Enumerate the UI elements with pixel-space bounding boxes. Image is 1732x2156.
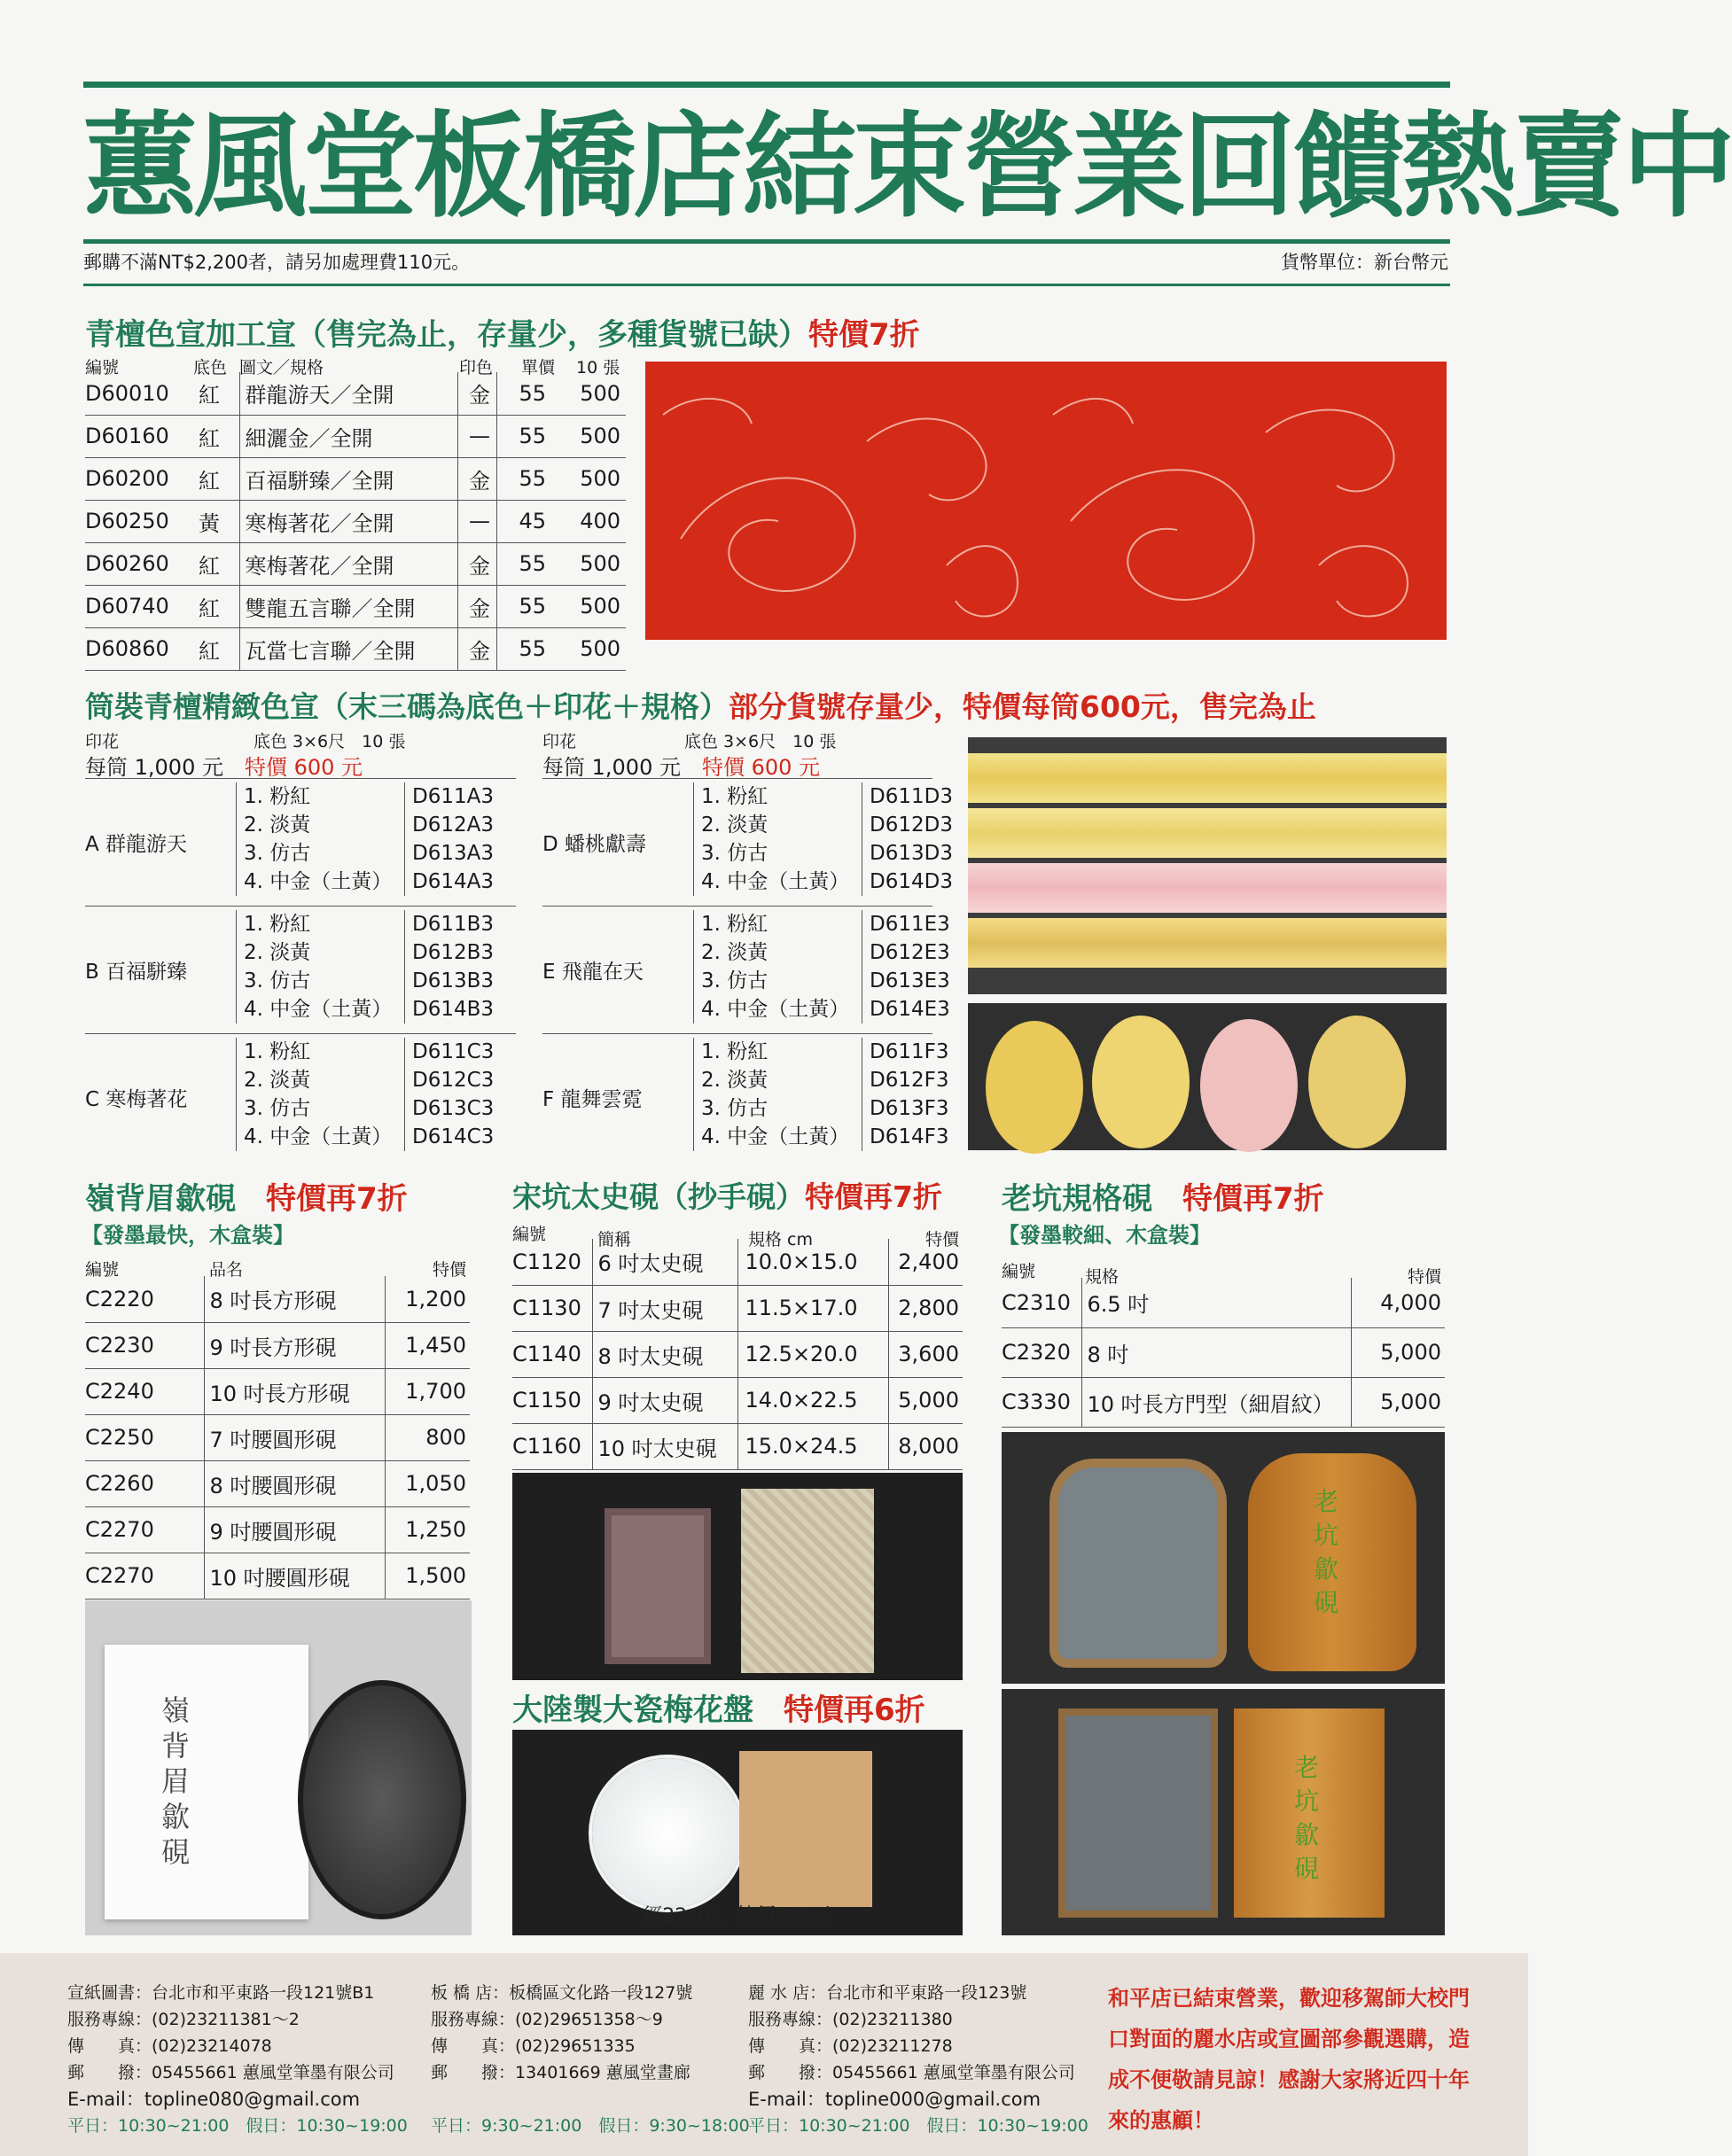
product-code: D614C3 bbox=[412, 1125, 495, 1148]
table-cell: C2230 bbox=[85, 1322, 204, 1368]
s2-left-hdr-spec: 底色 3×6尺 10 張 bbox=[254, 732, 406, 751]
table-cell: 55 bbox=[496, 585, 551, 627]
top-rule bbox=[83, 82, 1450, 88]
table-cell: 15.0×24.5 bbox=[737, 1423, 888, 1469]
s2-left-header bbox=[85, 728, 528, 751]
s4-col-spec: 規格 cm bbox=[748, 1230, 813, 1249]
table-cell: — bbox=[457, 415, 496, 457]
table-cell: 55 bbox=[496, 457, 551, 500]
table-cell: 1,200 bbox=[385, 1276, 470, 1322]
table-cell: C1130 bbox=[512, 1285, 592, 1331]
footer-col-lishui bbox=[748, 1980, 1088, 2139]
title-underline bbox=[83, 239, 1450, 244]
table-cell: D60260 bbox=[85, 542, 193, 585]
footer-email[interactable]: E-mail：topline080@gmail.com bbox=[67, 2089, 361, 2110]
product-code: D612A3 bbox=[412, 813, 494, 837]
print-group bbox=[85, 1033, 516, 1161]
table-cell: 9 吋太史硯 bbox=[592, 1377, 737, 1423]
product-code: D611A3 bbox=[412, 785, 494, 808]
table-cell: D60740 bbox=[85, 585, 193, 627]
porcelain-plate-photo bbox=[512, 1730, 963, 1935]
page-title: 蕙風堂板橋店結束營業回饋熱賣中 bbox=[83, 100, 1732, 233]
laokeng-inkstone-photo-1 bbox=[1002, 1432, 1445, 1684]
table-cell: C2310 bbox=[1002, 1278, 1081, 1327]
paper-roll-ends-photo bbox=[968, 1003, 1447, 1150]
table-cell: 金 bbox=[457, 372, 496, 415]
table-cell: 1,700 bbox=[385, 1368, 470, 1414]
table-cell: C1120 bbox=[512, 1239, 592, 1285]
inkstone-box bbox=[105, 1645, 308, 1919]
table-cell: 7 吋腰圓形硯 bbox=[204, 1414, 385, 1460]
table-cell: 400 bbox=[551, 500, 626, 542]
s4-col-price: 特價 bbox=[925, 1230, 959, 1249]
base-color-list bbox=[236, 910, 404, 1024]
footer-line: 傳 真：(02)23211278 bbox=[748, 2036, 953, 2056]
table-cell: 55 bbox=[496, 542, 551, 585]
table-cell: 5,000 bbox=[1351, 1327, 1445, 1377]
table-cell: C3330 bbox=[1002, 1377, 1081, 1427]
footer-hours: 平日：10:30~21:00 假日：10:30~19:00 bbox=[748, 2116, 1088, 2136]
footer-line: 宣紙圖書：台北市和平東路一段121號B1 bbox=[67, 1983, 375, 2003]
base-color-item: 1. 粉紅 bbox=[244, 1040, 311, 1063]
table-row bbox=[85, 542, 626, 585]
table-cell: 500 bbox=[551, 627, 626, 670]
base-color-item: 1. 粉紅 bbox=[701, 785, 768, 808]
base-color-item: 2. 淡黃 bbox=[244, 941, 311, 964]
s4-header-row bbox=[512, 1221, 963, 1249]
base-color-item: 4. 中金（土黃） bbox=[244, 870, 393, 893]
section3-heading: 嶺背眉歙硯 bbox=[85, 1181, 236, 1217]
table-row bbox=[85, 1322, 470, 1368]
table-cell: 金 bbox=[457, 585, 496, 627]
base-color-item: 3. 仿古 bbox=[244, 1097, 311, 1120]
paper-rolls-photo bbox=[968, 737, 1447, 994]
table-cell: 6 吋太史硯 bbox=[592, 1239, 737, 1285]
footer-line: 麗 水 店：台北市和平東路一段123號 bbox=[748, 1983, 1027, 2003]
section4-special: 特價再7折 bbox=[805, 1179, 942, 1214]
base-color-item: 4. 中金（土黃） bbox=[701, 998, 850, 1021]
table-cell: 瓦當七言聯／全開 bbox=[239, 627, 457, 670]
table-cell: D60860 bbox=[85, 627, 193, 670]
laokeng-inkstone-photo-2 bbox=[1002, 1689, 1445, 1935]
s3-col-price: 特價 bbox=[432, 1260, 466, 1280]
s3-col-name: 品名 bbox=[209, 1260, 244, 1280]
table-cell: 1,450 bbox=[385, 1322, 470, 1368]
table-row bbox=[85, 372, 626, 415]
currency-note: 貨幣單位：新台幣元 bbox=[1281, 252, 1448, 273]
table-cell: 寒梅著花／全開 bbox=[239, 500, 457, 542]
footer-line: 服務專線：(02)23211380 bbox=[748, 2010, 953, 2029]
product-code: D613D3 bbox=[870, 842, 953, 865]
table-cell: 2,400 bbox=[888, 1239, 963, 1285]
s1-col-ink: 印色 bbox=[459, 358, 494, 377]
s3-col-code: 編號 bbox=[85, 1260, 120, 1280]
product-code: D612C3 bbox=[412, 1069, 495, 1092]
base-color-item: 3. 仿古 bbox=[701, 1097, 768, 1120]
print-group bbox=[85, 778, 516, 906]
s1-col-spec: 圖文／規格 bbox=[239, 358, 324, 377]
section5-title bbox=[512, 1685, 925, 1729]
s2-left-price bbox=[85, 750, 363, 781]
s4-col-short: 簡稱 bbox=[597, 1230, 632, 1249]
s6-col-price: 特價 bbox=[1407, 1267, 1441, 1287]
code-list bbox=[404, 782, 494, 896]
table-cell: 1,050 bbox=[385, 1460, 470, 1506]
print-group-name: C 寒梅著花 bbox=[85, 1088, 188, 1111]
table-cell: 1,250 bbox=[385, 1506, 470, 1553]
footer-hours: 平日：9:30~21:00 假日：9:30~18:00 bbox=[431, 2116, 750, 2136]
inkstone-box-label: 嶺背眉歙硯 bbox=[161, 1693, 191, 1869]
table-cell: 11.5×17.0 bbox=[737, 1285, 888, 1331]
table-cell: D60160 bbox=[85, 415, 193, 457]
base-color-item: 1. 粉紅 bbox=[701, 913, 768, 936]
table-cell: 2,800 bbox=[888, 1285, 963, 1331]
code-list bbox=[862, 1038, 948, 1151]
footer-line: 傳 真：(02)29651335 bbox=[431, 2036, 636, 2056]
table-row bbox=[512, 1331, 963, 1377]
table-cell: 紅 bbox=[193, 585, 239, 627]
table-cell: 7 吋太史硯 bbox=[592, 1285, 737, 1331]
section5-heading: 大陸製大瓷梅花盤 bbox=[512, 1693, 753, 1728]
s2-right-price-normal: 每筒 1,000 元 bbox=[542, 755, 681, 780]
footer-line: 板 橋 店：板橋區文化路一段127號 bbox=[431, 1983, 693, 2003]
product-code: D614B3 bbox=[412, 998, 495, 1021]
footer-col-banqiao bbox=[431, 1980, 750, 2139]
table-cell: 5,000 bbox=[888, 1377, 963, 1423]
table-cell: C2270 bbox=[85, 1506, 204, 1553]
s2-left-price-special: 特價 600 元 bbox=[244, 755, 363, 780]
base-color-list bbox=[236, 1038, 404, 1151]
table-cell: C2240 bbox=[85, 1368, 204, 1414]
section4-title bbox=[512, 1174, 942, 1216]
table-cell: 500 bbox=[551, 457, 626, 500]
s4-col-code: 編號 bbox=[512, 1225, 547, 1244]
section2-heading: 筒裝青檀精緻色宣（末三碼為底色＋印花＋規格） bbox=[85, 689, 729, 724]
table-cell: 8 吋太史硯 bbox=[592, 1331, 737, 1377]
table-cell: C1150 bbox=[512, 1377, 592, 1423]
table-cell: 黃 bbox=[193, 500, 239, 542]
s2-right-price bbox=[542, 750, 820, 781]
code-list bbox=[404, 910, 494, 1024]
table-cell: 500 bbox=[551, 372, 626, 415]
s2-left-hdr-print: 印花 bbox=[85, 732, 120, 751]
section1-heading: 青檀色宣加工宣（售完為止，存量少，多種貨號已缺） bbox=[85, 317, 808, 353]
product-code: D611E3 bbox=[870, 913, 950, 936]
laokeng-box-label-2: 老坑歙硯 bbox=[1294, 1753, 1320, 1883]
s6-col-spec: 規格 bbox=[1085, 1267, 1120, 1287]
header-bottom-rule bbox=[83, 284, 1450, 286]
print-group-name: B 百福駢臻 bbox=[85, 961, 188, 984]
base-color-item: 2. 淡黃 bbox=[701, 813, 768, 837]
print-group-name: F 龍舞雲霓 bbox=[542, 1088, 643, 1111]
table-row bbox=[85, 1368, 470, 1414]
table-row bbox=[85, 1460, 470, 1506]
s1-col-unit: 單價 bbox=[521, 358, 556, 377]
product-code: D614F3 bbox=[870, 1125, 949, 1148]
section1-title bbox=[85, 310, 920, 354]
product-code: D612D3 bbox=[870, 813, 953, 837]
s6-header-row bbox=[1002, 1258, 1445, 1287]
print-group bbox=[542, 778, 953, 906]
section3-special: 特價再7折 bbox=[266, 1181, 408, 1217]
table-cell: D60010 bbox=[85, 372, 193, 415]
table-cell: 45 bbox=[496, 500, 551, 542]
s2-right-hdr-spec: 底色 3×6尺 10 張 bbox=[684, 732, 837, 751]
table-cell: D60250 bbox=[85, 500, 193, 542]
base-color-item: 3. 仿古 bbox=[701, 969, 768, 992]
table-row bbox=[85, 1553, 470, 1599]
table-row bbox=[1002, 1377, 1445, 1427]
table-cell: 8,000 bbox=[888, 1423, 963, 1469]
print-group-name: D 蟠桃獻壽 bbox=[542, 833, 647, 856]
base-color-list bbox=[693, 910, 862, 1024]
dragon-pattern-icon bbox=[645, 362, 1447, 640]
base-color-item: 2. 淡黃 bbox=[701, 1069, 768, 1092]
table-cell: 6.5 吋 bbox=[1081, 1278, 1351, 1327]
base-color-item: 4. 中金（土黃） bbox=[244, 998, 393, 1021]
product-code: D613E3 bbox=[870, 969, 950, 992]
closing-notice: 和平店已結束營業，歡迎移駕師大校門口對面的麗水店或宣圖部參觀選購，造成不便敬請見諒！感謝大家將近四十年來的惠顧！ bbox=[1108, 1986, 1470, 2133]
table-row bbox=[1002, 1327, 1445, 1377]
print-group bbox=[542, 906, 950, 1033]
table-cell: 細灑金／全開 bbox=[239, 415, 457, 457]
footer-col-xuanzhi bbox=[67, 1980, 408, 2139]
table-cell: 10 吋長方形硯 bbox=[204, 1368, 385, 1414]
table-row bbox=[512, 1239, 963, 1285]
base-color-item: 2. 淡黃 bbox=[244, 813, 311, 837]
product-code: D611C3 bbox=[412, 1040, 495, 1063]
footer-line: 服務專線：(02)29651358～9 bbox=[431, 2010, 663, 2029]
section6-heading: 老坑規格硯 bbox=[1002, 1181, 1152, 1217]
table-cell: C1160 bbox=[512, 1423, 592, 1469]
table-cell: C1140 bbox=[512, 1331, 592, 1377]
plate-caption: 徑22cm，特價200元 bbox=[643, 1905, 832, 1927]
s2-right-header bbox=[542, 728, 986, 751]
base-color-item: 3. 仿古 bbox=[701, 842, 768, 865]
s2-left-price-normal: 每筒 1,000 元 bbox=[85, 755, 223, 780]
table-cell: 雙龍五言聯／全開 bbox=[239, 585, 457, 627]
print-group bbox=[85, 906, 516, 1033]
base-color-item: 3. 仿古 bbox=[244, 969, 311, 992]
table-row bbox=[85, 1276, 470, 1322]
print-group-name: A 群龍游天 bbox=[85, 833, 188, 856]
table-cell: 55 bbox=[496, 415, 551, 457]
section2-special: 部分貨號存量少，特價每筒600元，售完為止 bbox=[729, 689, 1316, 724]
base-color-item: 4. 中金（土黃） bbox=[701, 1125, 850, 1148]
product-code: D611B3 bbox=[412, 913, 495, 936]
section4-heading: 宋坑太史硯（抄手硯） bbox=[512, 1179, 805, 1214]
red-dragon-paper-photo bbox=[645, 362, 1447, 640]
print-group bbox=[542, 1033, 949, 1161]
product-code: D614E3 bbox=[870, 998, 950, 1021]
footer-hours: 平日：10:30~21:00 假日：10:30~19:00 bbox=[67, 2116, 408, 2136]
table-row bbox=[1002, 1278, 1445, 1327]
table-cell: 55 bbox=[496, 627, 551, 670]
table-row bbox=[512, 1377, 963, 1423]
table-cell: 55 bbox=[496, 372, 551, 415]
base-color-item: 3. 仿古 bbox=[244, 842, 311, 865]
s3-table bbox=[85, 1276, 470, 1599]
section3-title bbox=[85, 1174, 408, 1218]
table-cell: D60200 bbox=[85, 457, 193, 500]
table-row bbox=[512, 1285, 963, 1331]
table-cell: 9 吋長方形硯 bbox=[204, 1322, 385, 1368]
s4-table bbox=[512, 1239, 963, 1470]
table-row bbox=[512, 1423, 963, 1469]
table-cell: 500 bbox=[551, 415, 626, 457]
plate-box bbox=[739, 1751, 872, 1907]
table-cell: 百福駢臻／全開 bbox=[239, 457, 457, 500]
table-cell: 群龍游天／全開 bbox=[239, 372, 457, 415]
table-cell: 金 bbox=[457, 542, 496, 585]
base-color-list bbox=[693, 1038, 862, 1151]
print-group-name: E 飛龍在天 bbox=[542, 961, 644, 984]
table-cell: 5,000 bbox=[1351, 1377, 1445, 1427]
table-cell: 8 吋 bbox=[1081, 1327, 1351, 1377]
table-cell: 紅 bbox=[193, 457, 239, 500]
section5-special: 特價再6折 bbox=[784, 1693, 925, 1728]
code-list bbox=[404, 1038, 494, 1151]
product-code: D614A3 bbox=[412, 870, 494, 893]
table-cell: 8 吋腰圓形硯 bbox=[204, 1460, 385, 1506]
base-color-item: 4. 中金（土黃） bbox=[701, 870, 850, 893]
base-color-item: 1. 粉紅 bbox=[244, 785, 311, 808]
oval-inkstone bbox=[298, 1680, 466, 1919]
base-color-item: 4. 中金（土黃） bbox=[244, 1125, 393, 1148]
section3-subtitle: 【發墨最快，木盒裝】 bbox=[82, 1223, 294, 1248]
table-cell: 3,600 bbox=[888, 1331, 963, 1377]
base-color-list bbox=[693, 782, 862, 896]
table-cell: 10 吋腰圓形硯 bbox=[204, 1553, 385, 1599]
base-color-item: 2. 淡黃 bbox=[701, 941, 768, 964]
section6-special: 特價再7折 bbox=[1182, 1181, 1324, 1217]
product-code: D614D3 bbox=[870, 870, 953, 893]
base-color-item: 2. 淡黃 bbox=[244, 1069, 311, 1092]
table-cell: 金 bbox=[457, 457, 496, 500]
table-cell: 500 bbox=[551, 585, 626, 627]
product-code: D611F3 bbox=[870, 1040, 949, 1063]
table-cell: 紅 bbox=[193, 372, 239, 415]
songkeng-inkstone-photo bbox=[512, 1473, 963, 1680]
table-row bbox=[85, 1414, 470, 1460]
table-row bbox=[85, 457, 626, 500]
base-color-list bbox=[236, 782, 404, 896]
footer bbox=[0, 1953, 1528, 2156]
table-cell: 1,500 bbox=[385, 1553, 470, 1599]
table-cell: 紅 bbox=[193, 415, 239, 457]
s1-col-code: 編號 bbox=[85, 358, 120, 377]
table-row bbox=[85, 1506, 470, 1553]
table-row bbox=[85, 585, 626, 627]
footer-line: 郵 撥：05455661 蕙風堂筆墨有限公司 bbox=[67, 2063, 394, 2082]
lingbei-inkstone-photo bbox=[85, 1600, 472, 1935]
product-code: D613A3 bbox=[412, 842, 494, 865]
table-cell: 800 bbox=[385, 1414, 470, 1460]
table-cell: — bbox=[457, 500, 496, 542]
shipping-note: 郵購不滿NT$2,200者，請另加處理費110元。 bbox=[83, 252, 471, 273]
footer-line: 郵 撥：05455661 蕙風堂筆墨有限公司 bbox=[748, 2063, 1075, 2082]
table-cell: 4,000 bbox=[1351, 1278, 1445, 1327]
table-cell: 紅 bbox=[193, 627, 239, 670]
section2-title bbox=[85, 684, 1316, 726]
table-cell: 紅 bbox=[193, 542, 239, 585]
table-cell: C2260 bbox=[85, 1460, 204, 1506]
table-cell: 9 吋腰圓形硯 bbox=[204, 1506, 385, 1553]
s6-table bbox=[1002, 1278, 1445, 1428]
s3-header-row bbox=[85, 1257, 470, 1280]
table-cell: 10 吋太史硯 bbox=[592, 1423, 737, 1469]
table-cell: 8 吋長方形硯 bbox=[204, 1276, 385, 1322]
s2-right-price-special: 特價 600 元 bbox=[701, 755, 821, 780]
footer-email[interactable]: E-mail：topline000@gmail.com bbox=[748, 2089, 1042, 2110]
code-list bbox=[862, 910, 950, 1024]
table-cell: 寒梅著花／全開 bbox=[239, 542, 457, 585]
section6-subtitle: 【發墨較細、木盒裝】 bbox=[998, 1223, 1211, 1248]
product-code: D613C3 bbox=[412, 1097, 495, 1120]
base-color-item: 1. 粉紅 bbox=[244, 913, 311, 936]
table-row bbox=[85, 627, 626, 670]
s6-col-code: 編號 bbox=[1002, 1262, 1036, 1281]
product-code: D613F3 bbox=[870, 1097, 949, 1120]
table-row bbox=[85, 415, 626, 457]
section6-title bbox=[1002, 1174, 1324, 1218]
product-code: D611D3 bbox=[870, 785, 953, 808]
product-code: D612B3 bbox=[412, 941, 495, 964]
table-row bbox=[85, 500, 626, 542]
plum-plate bbox=[592, 1758, 743, 1909]
table-cell: C2220 bbox=[85, 1276, 204, 1322]
table-cell: 14.0×22.5 bbox=[737, 1377, 888, 1423]
s1-col-ten: 10 張 bbox=[576, 358, 620, 377]
table-cell: 12.5×20.0 bbox=[737, 1331, 888, 1377]
s1-table bbox=[85, 372, 626, 671]
table-cell: C2270 bbox=[85, 1553, 204, 1599]
table-cell: 金 bbox=[457, 627, 496, 670]
table-cell: 10.0×15.0 bbox=[737, 1239, 888, 1285]
table-cell: C2250 bbox=[85, 1414, 204, 1460]
section1-special: 特價7折 bbox=[808, 317, 920, 353]
footer-line: 傳 真：(02)23214078 bbox=[67, 2036, 272, 2056]
laokeng-box-label-1: 老坑歙硯 bbox=[1314, 1487, 1339, 1617]
table-cell: C2320 bbox=[1002, 1327, 1081, 1377]
product-code: D613B3 bbox=[412, 969, 495, 992]
footer-line: 服務專線：(02)23211381～2 bbox=[67, 2010, 300, 2029]
s2-right-hdr-print: 印花 bbox=[542, 732, 577, 751]
s1-col-base: 底色 bbox=[193, 358, 228, 377]
code-list bbox=[862, 782, 953, 896]
product-code: D612F3 bbox=[870, 1069, 949, 1092]
table-cell: 10 吋長方門型（細眉紋） bbox=[1081, 1377, 1351, 1427]
table-cell: 500 bbox=[551, 542, 626, 585]
product-code: D612E3 bbox=[870, 941, 950, 964]
footer-line: 郵 撥：13401669 蕙風堂畫廊 bbox=[431, 2063, 690, 2082]
base-color-item: 1. 粉紅 bbox=[701, 1040, 768, 1063]
